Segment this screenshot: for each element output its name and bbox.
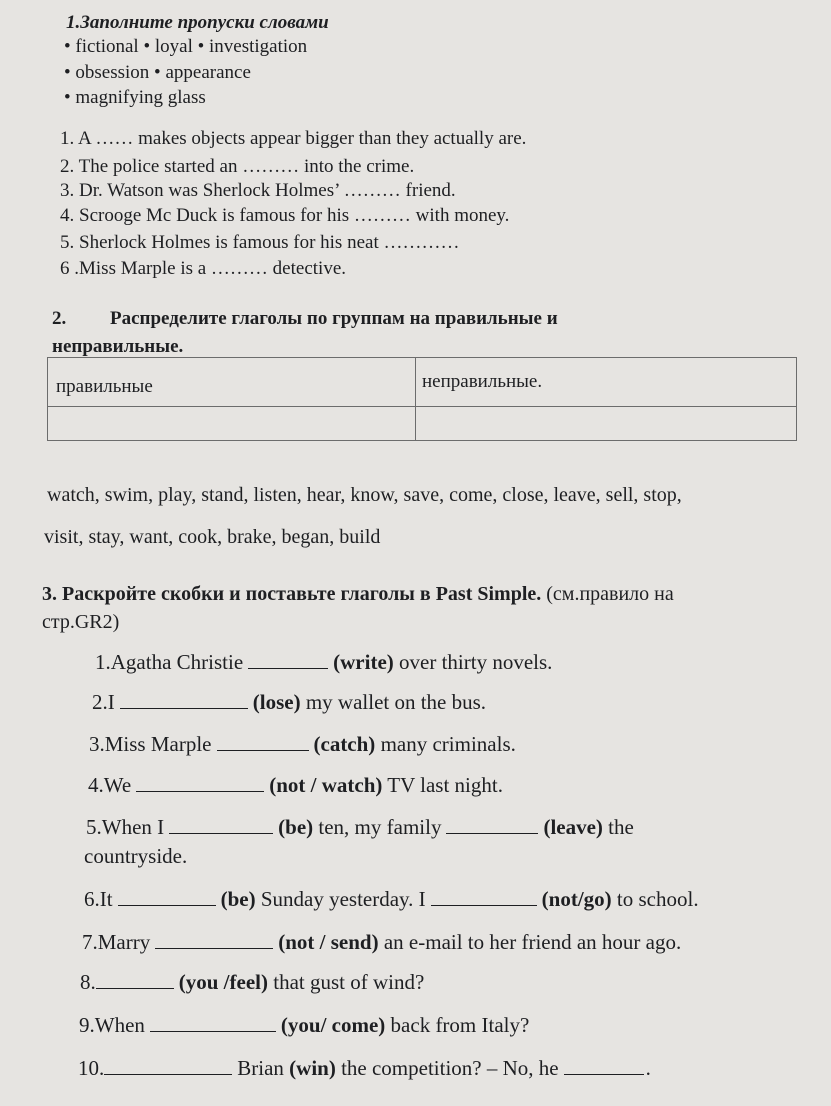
item-9-start: 9.When: [79, 1013, 145, 1037]
item-2-end: my wallet on the bus.: [305, 690, 487, 714]
word-bank-line-1: • fictional • loyal • investigation: [64, 36, 308, 57]
section3-heading-bold: 3. Раскройте скобки и поставьте глаголы в Past Simple.: [42, 583, 542, 605]
exercise-item-6: [84, 887, 699, 912]
item-4-start: 4.We: [88, 773, 132, 797]
item-2-verb: (lose): [252, 690, 301, 714]
exercise-item-5-continuation: countryside.: [84, 844, 188, 868]
table-row-divider: [48, 406, 796, 407]
word-bank-line-3: • magnifying glass: [64, 87, 206, 108]
item-5-middle: ten, my family: [318, 815, 442, 839]
column-header-irregular: неправильные.: [422, 371, 543, 392]
exercise-item-10: [78, 1056, 651, 1081]
item-6-middle: Sunday yesterday. I: [260, 887, 426, 911]
item-10-blank-2[interactable]: [564, 1056, 644, 1075]
exercise-item-3: [89, 732, 516, 757]
item-5-start: 5.When I: [86, 815, 165, 839]
item-5-verb-2: (leave): [543, 815, 603, 839]
item-1-blank[interactable]: [248, 650, 328, 669]
item-5-blank-1[interactable]: [169, 815, 273, 834]
section2-number: 2.: [52, 308, 67, 329]
exercise-item-4: [88, 773, 503, 798]
item-7-verb: (not / send): [278, 930, 379, 954]
exercise-item-2: [92, 690, 486, 715]
item-7-end: an e-mail to her friend an hour ago.: [383, 930, 682, 954]
item-7-start: 7.Marry: [82, 930, 151, 954]
item-5-verb-1: (be): [278, 815, 314, 839]
word-bank-line-2: • obsession • appearance: [64, 62, 251, 83]
s1-sentence-1: 1. A …… makes objects appear bigger than they actually are.: [60, 128, 527, 149]
item-10-start: 10.: [78, 1056, 105, 1080]
s1-sentence-6: 6 .Miss Marple is a ……… detective.: [60, 258, 347, 279]
exercise-item-7: [82, 930, 681, 955]
item-6-blank-1[interactable]: [118, 887, 216, 906]
exercise-item-1: [95, 650, 552, 675]
item-3-verb: (catch): [313, 732, 376, 756]
item-3-start: 3.Miss Marple: [89, 732, 212, 756]
item-9-verb: (you/ come): [280, 1013, 386, 1037]
item-3-end: many criminals.: [380, 732, 516, 756]
item-5-blank-2[interactable]: [446, 815, 538, 834]
column-header-regular: правильные: [56, 376, 153, 397]
item-7-blank[interactable]: [155, 930, 273, 949]
section1-heading: 1.Заполните пропуски словами: [66, 12, 329, 33]
s1-sentence-2: 2. The police started an ……… into the crime.: [60, 156, 415, 177]
item-8-verb: (you /feel): [178, 970, 268, 994]
exercise-item-5: [86, 815, 634, 840]
s1-sentence-4: 4. Scrooge Mc Duck is famous for his ……… with money.: [60, 205, 510, 226]
item-9-blank[interactable]: [150, 1013, 276, 1032]
s1-sentence-3: 3. Dr. Watson was Sherlock Holmes’ ……… friend.: [60, 180, 456, 201]
item-2-start: 2.I: [92, 690, 115, 714]
item-4-end: TV last night.: [387, 773, 503, 797]
item-6-start: 6.It: [84, 887, 113, 911]
item-2-blank[interactable]: [120, 690, 248, 709]
item-6-verb-2: (not/go): [541, 887, 612, 911]
item-6-blank-2[interactable]: [431, 887, 537, 906]
item-10-end: .: [645, 1056, 651, 1080]
item-1-start: 1.Agatha Christie: [95, 650, 244, 674]
item-6-end: to school.: [616, 887, 699, 911]
verb-list-line-2: visit, stay, want, cook, brake, began, build: [44, 526, 381, 548]
exercise-item-9: [79, 1013, 529, 1038]
item-8-blank[interactable]: [96, 970, 174, 989]
item-6-verb-1: (be): [220, 887, 256, 911]
s1-sentence-5: 5. Sherlock Holmes is famous for his neat …………: [60, 232, 460, 253]
item-10-middle: the competition? – No, he: [341, 1056, 559, 1080]
item-4-blank[interactable]: [136, 773, 264, 792]
item-10-blank-1[interactable]: [104, 1056, 232, 1075]
item-8-start: 8.: [80, 970, 96, 994]
item-3-blank[interactable]: [217, 732, 309, 751]
answer-cell-irregular[interactable]: [417, 408, 795, 440]
item-1-end: over thirty novels.: [399, 650, 553, 674]
section3-heading-rest: (см.правило на: [546, 583, 674, 605]
item-4-verb: (not / watch): [269, 773, 383, 797]
section3-heading-line2: стр.GR2): [42, 611, 120, 633]
item-5-end: the: [608, 815, 634, 839]
item-8-end: that gust of wind?: [273, 970, 425, 994]
section3-heading: [42, 583, 674, 606]
section2-heading-line1: Распределите глаголы по группам на правильные и: [110, 308, 558, 329]
item-10-subject: Brian: [237, 1056, 284, 1080]
table-column-divider: [415, 358, 416, 440]
exercise-item-8: [80, 970, 424, 995]
item-1-verb: (write): [333, 650, 394, 674]
item-10-verb: (win): [289, 1056, 336, 1080]
item-9-end: back from Italy?: [390, 1013, 530, 1037]
answer-cell-regular[interactable]: [49, 408, 414, 440]
verb-groups-table: [47, 357, 797, 441]
verb-list-line-1: watch, swim, play, stand, listen, hear, know, save, come, close, leave, sell, stop,: [47, 484, 682, 506]
section2-heading-line2: неправильные.: [52, 336, 184, 357]
